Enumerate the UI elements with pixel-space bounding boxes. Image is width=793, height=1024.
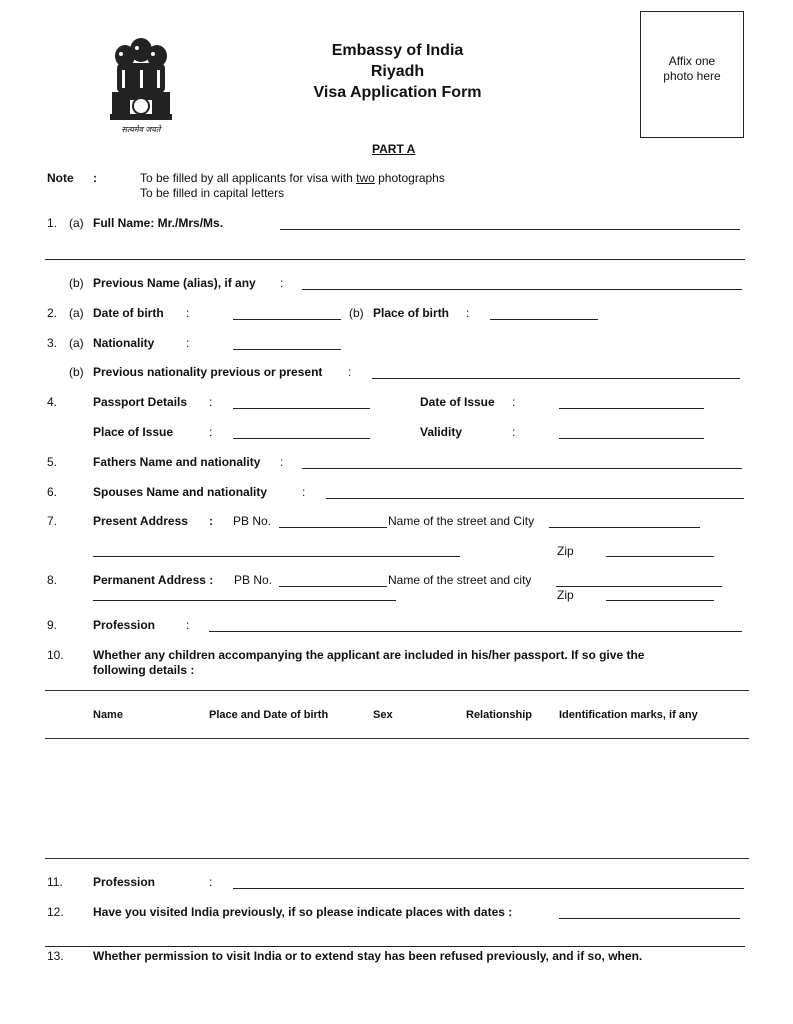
q4-number: 4. [47, 395, 58, 409]
full-name-field-line2[interactable] [45, 259, 745, 260]
present-address-line2-field[interactable] [93, 556, 460, 557]
permanent-zip-field[interactable] [606, 600, 714, 601]
spouses-name-label: Spouses Name and nationality [93, 485, 268, 499]
spouses-colon: : [302, 485, 306, 499]
q13-label: Whether permission to visit India or to extend stay has been refused previously, and if so, when. [93, 949, 643, 963]
q10-label-line2: following details : [93, 663, 195, 677]
table-bottom-rule [45, 858, 749, 859]
q12-label: Have you visited India previously, if so please indicate places with dates : [93, 905, 513, 919]
q12-number: 12. [47, 905, 64, 919]
present-address-label: Present Address [93, 514, 188, 528]
q2-number: 2. [47, 306, 58, 320]
q3a-sub: (a) [69, 336, 84, 350]
permanent-zip-label: Zip [557, 588, 574, 602]
passport-number-field[interactable] [233, 408, 370, 409]
permanent-pb-label: PB No. [234, 573, 273, 587]
place-issue-colon: : [209, 425, 213, 439]
q8-number: 8. [47, 573, 58, 587]
col-relationship: Relationship [466, 709, 533, 721]
validity-label: Validity [420, 425, 463, 439]
date-of-birth-field[interactable] [233, 319, 341, 320]
q3b-label: Previous nationality previous or present [93, 365, 323, 379]
q3-number: 3. [47, 336, 58, 350]
date-issue-colon: : [512, 395, 516, 409]
q1a-sub: (a) [69, 216, 84, 230]
note-label: Note [47, 171, 74, 185]
q1b-label: Previous Name (alias), if any [93, 276, 256, 290]
table-top-rule [45, 690, 749, 691]
q3a-label: Nationality [93, 336, 155, 350]
previous-nationality-field[interactable] [372, 378, 740, 379]
q2b-colon: : [466, 306, 470, 320]
children-table-body[interactable] [45, 740, 749, 857]
passport-colon: : [209, 395, 213, 409]
note-emphasis: two [356, 171, 375, 185]
q6-number: 6. [47, 485, 58, 499]
permanent-street-label: Name of the street and city [388, 573, 532, 587]
date-of-issue-field[interactable] [559, 408, 704, 409]
permanent-address-line2-field[interactable] [93, 600, 396, 601]
validity-field[interactable] [559, 438, 704, 439]
permanent-pb-field[interactable] [279, 586, 387, 587]
q7-number: 7. [47, 514, 58, 528]
place-of-birth-field[interactable] [490, 319, 598, 320]
q1b-sub: (b) [69, 276, 84, 290]
title-form-name: Visa Application Form [313, 84, 482, 101]
photo-box[interactable] [640, 11, 744, 138]
present-pb-field[interactable] [279, 527, 387, 528]
photo-instruction-2: photo here [663, 69, 721, 83]
q11-number: 11. [47, 875, 63, 889]
previous-visits-field-line2[interactable] [45, 946, 745, 947]
q10-number: 10. [47, 648, 64, 662]
previous-visits-field[interactable] [559, 918, 740, 919]
fathers-colon: : [280, 455, 284, 469]
q1b-colon: : [280, 276, 284, 290]
q13-number: 13. [47, 949, 64, 963]
table-header-rule [45, 738, 749, 739]
fathers-name-field[interactable] [302, 468, 742, 469]
lion-capital-icon [100, 30, 182, 138]
q2a-label: Date of birth [93, 306, 164, 320]
spouses-name-field[interactable] [326, 498, 744, 499]
part-label: PART A [372, 142, 416, 156]
col-place-date-birth: Place and Date of birth [209, 709, 329, 721]
q11-colon: : [209, 875, 213, 889]
previous-name-field[interactable] [302, 289, 742, 290]
q2a-colon: : [186, 306, 190, 320]
q10-label-line1: Whether any children accompanying the applicant are included in his/her passport. If so give the [93, 648, 645, 662]
nationality-field[interactable] [233, 349, 341, 350]
col-identification-marks: Identification marks, if any [559, 709, 698, 721]
note-line-2: To be filled in capital letters [140, 186, 285, 200]
title-embassy: Embassy of India [331, 42, 464, 59]
q3b-colon: : [348, 365, 352, 379]
q11-profession-field[interactable] [233, 888, 744, 889]
permanent-street-field[interactable] [556, 586, 722, 587]
profession-field[interactable] [209, 631, 742, 632]
present-zip-label: Zip [557, 544, 574, 558]
permanent-address-label: Permanent Address : [93, 573, 214, 587]
col-name: Name [93, 709, 123, 721]
photo-instruction-1: Affix one [668, 54, 716, 68]
q1-number: 1. [47, 216, 58, 230]
place-of-issue-label: Place of Issue [93, 425, 174, 439]
q2b-sub: (b) [349, 306, 364, 320]
q11-profession-label: Profession [93, 875, 156, 889]
national-emblem [100, 30, 182, 138]
q1a-label: Full Name: Mr./Mrs/Ms. [93, 216, 224, 230]
place-of-issue-field[interactable] [233, 438, 370, 439]
present-zip-field[interactable] [606, 556, 714, 557]
profession-colon: : [186, 618, 190, 632]
note-line-1: To be filled by all applicants for visa with two photographs [140, 171, 445, 185]
full-name-field[interactable] [280, 229, 740, 230]
q3a-colon: : [186, 336, 190, 350]
q3b-sub: (b) [69, 365, 84, 379]
present-street-label: Name of the street and City [388, 514, 535, 528]
form-title [250, 40, 545, 103]
fathers-name-label: Fathers Name and nationality [93, 455, 261, 469]
profession-label: Profession [93, 618, 156, 632]
present-pb-label: PB No. [233, 514, 272, 528]
q2b-label: Place of birth [373, 306, 450, 320]
passport-details-label: Passport Details [93, 395, 188, 409]
validity-colon: : [512, 425, 516, 439]
q9-number: 9. [47, 618, 58, 632]
date-of-issue-label: Date of Issue [420, 395, 495, 409]
emblem-motto: सत्यमेव जयते [121, 125, 161, 134]
present-address-colon: : [209, 514, 213, 528]
title-city: Riyadh [370, 63, 425, 80]
present-street-field[interactable] [549, 527, 700, 528]
note-colon: : [93, 171, 97, 185]
q5-number: 5. [47, 455, 58, 469]
col-sex: Sex [373, 709, 393, 721]
q2a-sub: (a) [69, 306, 84, 320]
